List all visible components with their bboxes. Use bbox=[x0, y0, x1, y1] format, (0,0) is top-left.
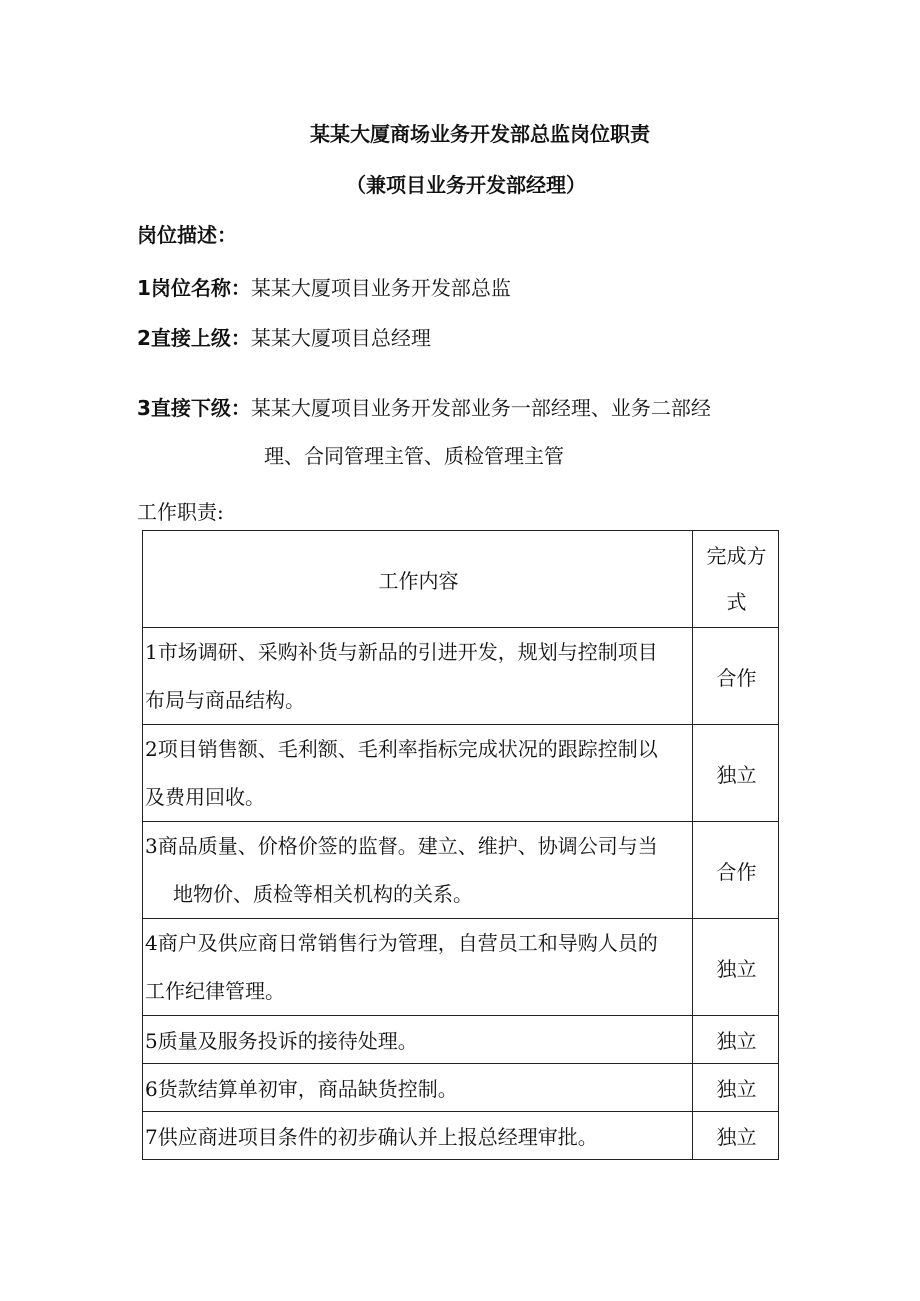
table-row bbox=[143, 725, 779, 822]
table-row bbox=[143, 919, 779, 1016]
description-heading: 岗位描述： bbox=[137, 223, 237, 247]
duty-line: 1市场调研、采购补货与新品的引进开发，规划与控制项目 bbox=[145, 640, 658, 664]
duty-mode: 合作 bbox=[693, 628, 779, 725]
duty-content bbox=[143, 822, 693, 919]
direct-subordinate-value: 某某大厦项目业务开发部业务一部经理、业务二部经 bbox=[250, 396, 711, 420]
table-row bbox=[143, 822, 779, 919]
direct-superior-value: 某某大厦项目总经理 bbox=[250, 326, 431, 350]
duty-content: 5质量及服务投诉的接待处理。 bbox=[143, 1016, 693, 1064]
table-row bbox=[143, 1064, 779, 1112]
document-subtitle: （兼项目业务开发部经理） bbox=[346, 173, 586, 197]
header-work-content: 工作内容 bbox=[143, 531, 693, 628]
duty-line: 4商户及供应商日常销售行为管理，自营员工和导购人员的 bbox=[145, 931, 658, 955]
header-completion-mode bbox=[693, 531, 779, 628]
duty-mode: 独立 bbox=[693, 1064, 779, 1112]
duty-content bbox=[143, 725, 693, 822]
duty-mode: 独立 bbox=[693, 1016, 779, 1064]
duty-line: 地物价、质检等相关机构的关系。 bbox=[173, 882, 473, 906]
duties-heading: 工作职责: bbox=[137, 500, 224, 524]
duty-content: 6货款结算单初审，商品缺货控制。 bbox=[143, 1064, 693, 1112]
duty-line: 工作纪律管理。 bbox=[145, 979, 285, 1003]
duty-content bbox=[143, 919, 693, 1016]
duty-mode: 独立 bbox=[693, 1112, 779, 1160]
document-title: 某某大厦商场业务开发部总监岗位职责 bbox=[310, 122, 650, 146]
table-row bbox=[143, 1016, 779, 1064]
duty-content: 7供应商进项目条件的初步确认并上报总经理审批。 bbox=[143, 1112, 693, 1160]
duty-mode: 合作 bbox=[693, 822, 779, 919]
table-row bbox=[143, 628, 779, 725]
table-row bbox=[143, 1112, 779, 1160]
position-name-value: 某某大厦项目业务开发部总监 bbox=[250, 276, 511, 300]
position-name-line bbox=[137, 272, 511, 301]
duty-line: 3商品质量、价格价签的监督。建立、维护、协调公司与当 bbox=[145, 834, 658, 858]
direct-superior-label: 2直接上级： bbox=[137, 326, 251, 350]
duty-line: 2项目销售额、毛利额、毛利率指标完成状况的跟踪控制以 bbox=[145, 737, 658, 761]
duty-content bbox=[143, 628, 693, 725]
duty-line: 及费用回收。 bbox=[145, 785, 265, 809]
table-header-row bbox=[143, 531, 779, 628]
header-completion-mode-line1: 完成方 bbox=[706, 544, 767, 568]
header-completion-mode-line2: 式 bbox=[726, 590, 747, 614]
direct-subordinate-label: 3直接下级： bbox=[137, 396, 251, 420]
direct-subordinate-line bbox=[137, 392, 711, 421]
position-name-label: 1岗位名称： bbox=[137, 276, 251, 300]
duty-line: 布局与商品结构。 bbox=[145, 688, 305, 712]
direct-subordinate-value-continued: 理、合同管理主管、质检管理主管 bbox=[264, 444, 564, 468]
duty-mode: 独立 bbox=[693, 919, 779, 1016]
direct-superior-line bbox=[137, 322, 431, 351]
duty-mode: 独立 bbox=[693, 725, 779, 822]
duties-table bbox=[142, 530, 779, 1160]
